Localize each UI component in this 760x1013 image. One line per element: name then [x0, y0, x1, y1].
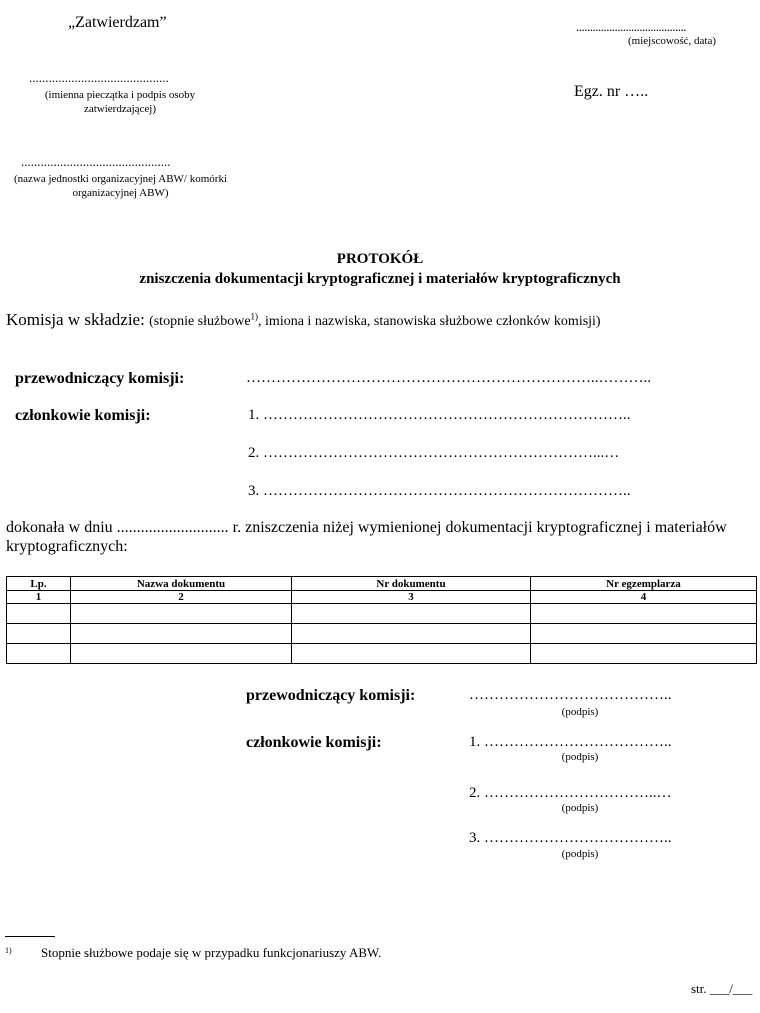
table-cell[interactable]: [71, 604, 292, 624]
destruction-statement: dokonała w dniu ............................ r. zniszczenia niżej wymienionej dokumentacji kryptograficznej i materiałów kryptograficznych:: [6, 519, 727, 555]
table-cell[interactable]: [7, 604, 71, 624]
column-header-doc-no: Nr dokumentu: [292, 577, 531, 591]
table-cell[interactable]: [292, 604, 531, 624]
table-cell[interactable]: [71, 644, 292, 664]
footnote-number: 1): [5, 946, 12, 955]
commission-detail-b: , imiona i nazwiska, stanowiska służbowe członków komisji): [258, 314, 601, 329]
document-subtitle: zniszczenia dokumentacji kryptograficznej i materiałów kryptograficznych: [139, 271, 621, 287]
column-number: 4: [531, 591, 757, 604]
member-field-1: 1. ………………………………………………………………..: [248, 407, 631, 423]
member-field-3: 3. ………………………………………………………………..: [248, 483, 631, 499]
signature-chair-label: przewodniczący komisji:: [246, 687, 416, 704]
commission-lead: Komisja w składzie:: [6, 310, 145, 329]
table-cell[interactable]: [7, 644, 71, 664]
table-cell[interactable]: [531, 644, 757, 664]
table-cell[interactable]: [292, 644, 531, 664]
signature-member-field-3: 3. ………………………………..: [469, 830, 672, 846]
signature-caption: (podpis): [561, 706, 599, 718]
place-date-caption: (miejscowość, data): [628, 35, 716, 47]
chair-label: przewodniczący komisji:: [15, 370, 185, 387]
commission-detail: [149, 311, 601, 329]
footnote-reference: 1): [250, 311, 259, 322]
table-number-row: [7, 591, 757, 604]
member-field-2: 2. …………………………………………………………...…: [248, 445, 620, 461]
signature-caption: (podpis): [561, 751, 599, 763]
unit-name-field: ..............................................: [21, 154, 171, 169]
chair-field: ……………………………………………………………..………..: [246, 370, 651, 386]
column-number: 1: [7, 591, 71, 604]
document-title: PROTOKÓŁ: [336, 251, 424, 267]
copy-number: Egz. nr …..: [574, 83, 649, 100]
column-number: 2: [71, 591, 292, 604]
signature-caption: (podpis): [561, 848, 599, 860]
table-cell[interactable]: [292, 624, 531, 644]
column-header-lp: Lp.: [7, 577, 71, 591]
table-row: [7, 624, 757, 644]
signature-caption: (podpis): [561, 802, 599, 814]
table-header-row: [7, 577, 757, 591]
table-cell[interactable]: [531, 604, 757, 624]
approval-heading: „Zatwierdzam”: [68, 14, 167, 31]
documents-table: [6, 576, 757, 664]
column-number: 3: [292, 591, 531, 604]
footnote-text: Stopnie służbowe podaje się w przypadku funkcjonariuszy ABW.: [41, 945, 382, 960]
signature-chair-field: …………………………………..: [469, 687, 672, 703]
page-number: str. ___/___: [691, 981, 753, 996]
members-label: członkowie komisji:: [15, 407, 151, 424]
commission-line: [6, 310, 601, 330]
place-date-field: ........................................: [576, 19, 686, 34]
table-cell[interactable]: [71, 624, 292, 644]
commission-detail-a: (stopnie służbowe: [149, 314, 251, 329]
column-header-name: Nazwa dokumentu: [71, 577, 292, 591]
table-row: [7, 644, 757, 664]
table-cell[interactable]: [7, 624, 71, 644]
table-row: [7, 604, 757, 624]
footnote-divider: [5, 936, 55, 937]
signature-members-label: członkowie komisji:: [246, 734, 382, 751]
unit-name-caption: (nazwa jednostki organizacyjnej ABW/ komórki organizacyjnej ABW): [13, 173, 228, 199]
signature-member-field-1: 1. ………………………………..: [469, 734, 672, 750]
signature-member-field-2: 2. ……………………………..…: [469, 785, 672, 801]
column-header-copy-no: Nr egzemplarza: [531, 577, 757, 591]
approver-signature-caption: (imienna pieczątka i podpis osoby zatwierdzającej): [44, 89, 196, 115]
table-cell[interactable]: [531, 624, 757, 644]
approver-signature-field: ...........................................: [29, 70, 169, 85]
